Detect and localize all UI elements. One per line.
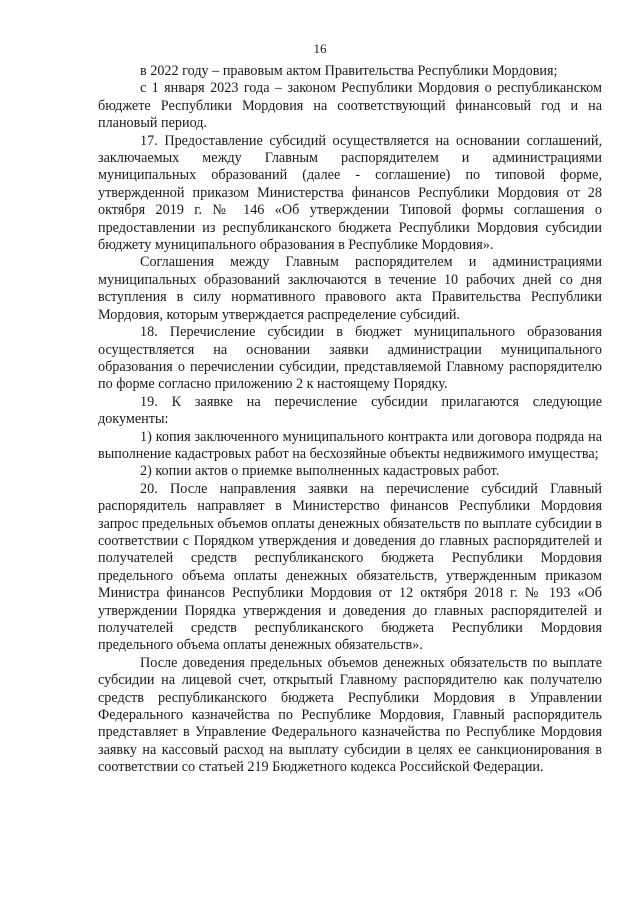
page-number: 16 (313, 41, 327, 56)
paragraph-19-documents: 19. К заявке на перечисление субсидии прилагаются следующие документы: (98, 393, 602, 428)
paragraph-20-limits-request: 20. После направления заявки на перечисление субсидий Главный распорядитель направляет в Министерство финансов Республики Мордовия запрос предельных объемов оплаты денежных обязательств по выплате субсидии в соответствии с Порядком утверждения и доведения до главных распорядителей и получателей средств республиканского бюджета Республики Мордовия предельного объема оплаты денежных обязательств, утвержденным приказом Министра финансов Республики Мордовия от 12 октября 2018 г. № 193 «Об утверждении Порядка утверждения и доведения до главных распорядителей и получателей средств республиканского бюджета Республики Мордовия предельного объема оплаты денежных обязательств». (98, 480, 602, 654)
document-body (98, 63, 602, 777)
paragraph-18-transfer: 18. Перечисление субсидии в бюджет муниципального образования осуществляется на основании заявки администрации муниципального образования о перечислении субсидии, представляемой Главному распорядителю по форме согласно приложению 2 к настоящему Порядку. (98, 324, 602, 393)
paragraph-17-agreements: 17. Предоставление субсидий осуществляется на основании соглашений, заключаемых между Главным распорядителем и администрациями муниципальных образований (далее - соглашение) по типовой форме, утвержденной приказом Министерства финансов Республики Мордовия от 28 октября 2019 г. № 146 «Об утверждении Типовой формы соглашения о предоставлении из республиканского бюджета Республики Мордовия субсидии бюджету муниципального образования в Республике Мордовия». (98, 132, 602, 254)
paragraph-agreements-term: Соглашения между Главным распорядителем и администрациями муниципальных образований заключаются в течение 10 рабочих дней со дня вступления в силу нормативного правового акта Правительства Республики Мордовия, которым утверждается распределение субсидий. (98, 254, 602, 323)
list-item-acceptance-acts: 2) копии актов о приемке выполненных кадастровых работ. (140, 463, 500, 480)
paragraph-cash-expense-application: После доведения предельных объемов денежных обязательств по выплате субсидии на лицевой счет, открытый Главному распорядителю как получателю средств республиканского бюджета Республики Мордовия в Управлении Федерального казначейства по Республике Мордовия, Главный распорядитель представляет в Управление Федерального казначейства по Республике Мордовия заявку на кассовый расход на выплату субсидии в целях ее санкционирования в соответствии со статьей 219 Бюджетного кодекса Российской Федерации. (98, 654, 602, 776)
paragraph-2022-legal-act: в 2022 году – правовым актом Правительства Республики Мордовия; (140, 63, 558, 79)
paragraph-2023-law: с 1 января 2023 года – законом Республики Мордовия о республиканском бюджете Республики Мордовия на соответствующий финансовый год и на плановый период. (98, 80, 602, 132)
list-item-contract-copy: 1) копия заключенного муниципального контракта или договора подряда на выполнение кадастровых работ на бесхозяйные объекты недвижимого имущества; (98, 428, 602, 462)
